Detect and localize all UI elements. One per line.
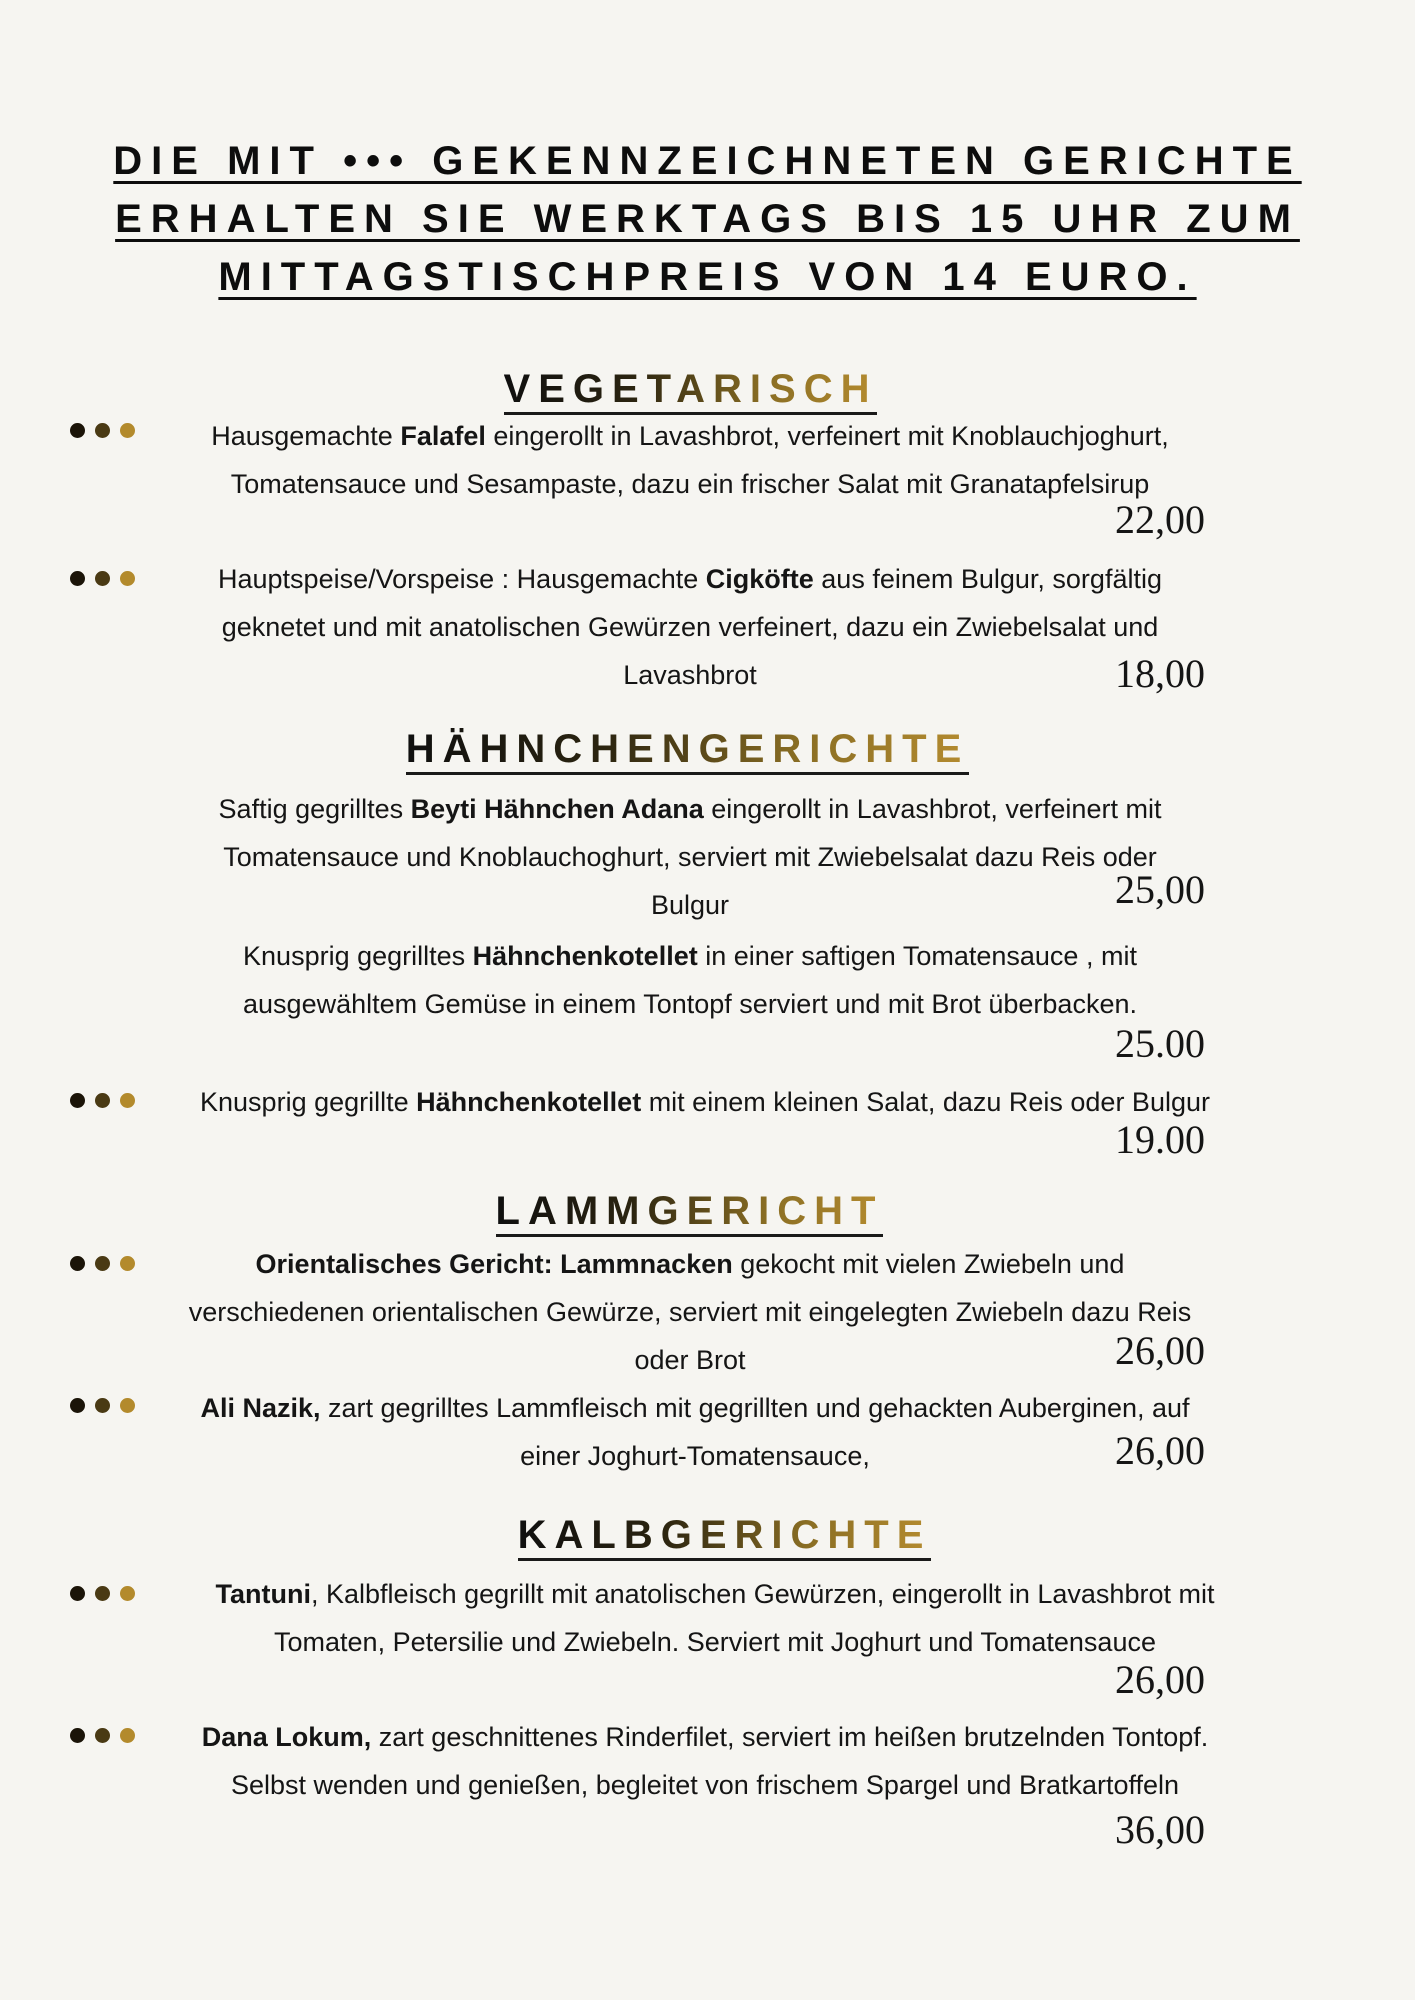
- section-heading-vegetarisch: VEGETARISCH: [0, 366, 1398, 415]
- section-heading-kalbgerichte: KALBGERICHTE: [17, 1512, 1415, 1561]
- menu-item-beyti-haehnchen-adana: Saftig gegrilltes Beyti Hähnchen Adana eingerollt in Lavashbrot, verfeinert mit Tomatensauce und Knoblauchoghurt, serviert mit Zwiebelsalat dazu Reis oder Bulgur: [218, 794, 1162, 920]
- dish-name: Tantuni: [215, 1579, 312, 1609]
- price: 36,00: [1115, 1807, 1205, 1852]
- price: 26,00: [1115, 1428, 1205, 1473]
- menu-item-ali-nazik: Ali Nazik, zart gegrilltes Lammfleisch mit gegrillten und gehackten Auberginen, auf einer Joghurt-Tomatensauce,: [200, 1393, 1190, 1471]
- dish-name: Beyti Hähnchen Adana: [410, 794, 704, 824]
- section-heading-lammgericht: LAMMGERICHT: [0, 1188, 1397, 1237]
- menu-item-falafel: Hausgemachte Falafel eingerollt in Lavashbrot, verfeinert mit Knoblauchjoghurt, Tomatensauce und Sesampaste, dazu ein frischer Salat mit Granatapfelsirup: [211, 421, 1169, 499]
- lunch-special-dots-icon: [70, 1093, 140, 1111]
- dish-name: Dana Lokum,: [201, 1722, 372, 1752]
- price: 25.00: [1115, 1021, 1205, 1066]
- menu-item-tantuni: Tantuni, Kalbfleisch gegrillt mit anatolischen Gewürzen, eingerollt in Lavashbrot mit Tomaten, Petersilie und Zwiebeln. Serviert mit Joghurt und Tomatensauce: [215, 1579, 1215, 1657]
- section-heading-haehnchengerichte: HÄHNCHENGERICHTE: [0, 726, 1395, 775]
- price: 19.00: [1115, 1117, 1205, 1162]
- menu-item-dana-lokum: Dana Lokum, zart geschnittenes Rinderfilet, serviert im heißen brutzelnden Tontopf. Selbst wenden und genießen, begleitet von frischem Spargel und Bratkartoffeln: [201, 1722, 1209, 1800]
- menu-item-cigkofte: Hauptspeise/Vorspeise : Hausgemachte Cigköfte aus feinem Bulgur, sorgfältig geknetet und mit anatolischen Gewürzen verfeinert, dazu ein Zwiebelsalat und Lavashbrot: [218, 564, 1162, 690]
- dish-name: Falafel: [400, 421, 486, 451]
- lunch-notice: [100, 132, 1315, 306]
- price: 25,00: [1115, 867, 1205, 912]
- lunch-special-dots-icon: [70, 423, 140, 441]
- menu-item-haehnchenkotellet-salat: Knusprig gegrillte Hähnchenkotellet mit einem kleinen Salat, dazu Reis oder Bulgur: [200, 1087, 1210, 1117]
- dish-name: Ali Nazik,: [200, 1393, 321, 1423]
- lunch-special-dots-icon: [70, 1398, 140, 1416]
- notice-line-1: DIE MIT ••• GEKENNZEICHNETEN GERICHTE: [113, 139, 1302, 183]
- menu-item-haehnchenkotellet-tontopf: Knusprig gegrilltes Hähnchenkotellet in einer saftigen Tomatensauce , mit ausgewähltem Gemüse in einem Tontopf serviert und mit Brot überbacken.: [243, 941, 1137, 1019]
- menu-item-lammnacken: Orientalisches Gericht: Lammnacken gekocht mit vielen Zwiebeln und verschiedenen orientalischen Gewürze, serviert mit eingelegten Zwiebeln dazu Reis oder Brot: [188, 1249, 1192, 1375]
- dish-name: Orientalisches Gericht: Lammnacken: [255, 1249, 733, 1279]
- lunch-special-dots-icon: [70, 571, 140, 589]
- price: 26,00: [1115, 1657, 1205, 1702]
- dish-name: Cigköfte: [705, 564, 814, 594]
- dish-name: Hähnchenkotellet: [472, 941, 698, 971]
- notice-line-2: ERHALTEN SIE WERKTAGS BIS 15 UHR ZUM: [115, 197, 1300, 241]
- price: 22,00: [1115, 497, 1205, 542]
- notice-line-3: MITTAGSTISCHPREIS VON 14 EURO.: [218, 255, 1197, 299]
- price: 26,00: [1115, 1328, 1205, 1373]
- price: 18,00: [1115, 651, 1205, 696]
- lunch-special-dots-icon: [70, 1586, 140, 1604]
- dish-name: Hähnchenkotellet: [416, 1087, 642, 1117]
- lunch-special-dots-icon: [70, 1728, 140, 1746]
